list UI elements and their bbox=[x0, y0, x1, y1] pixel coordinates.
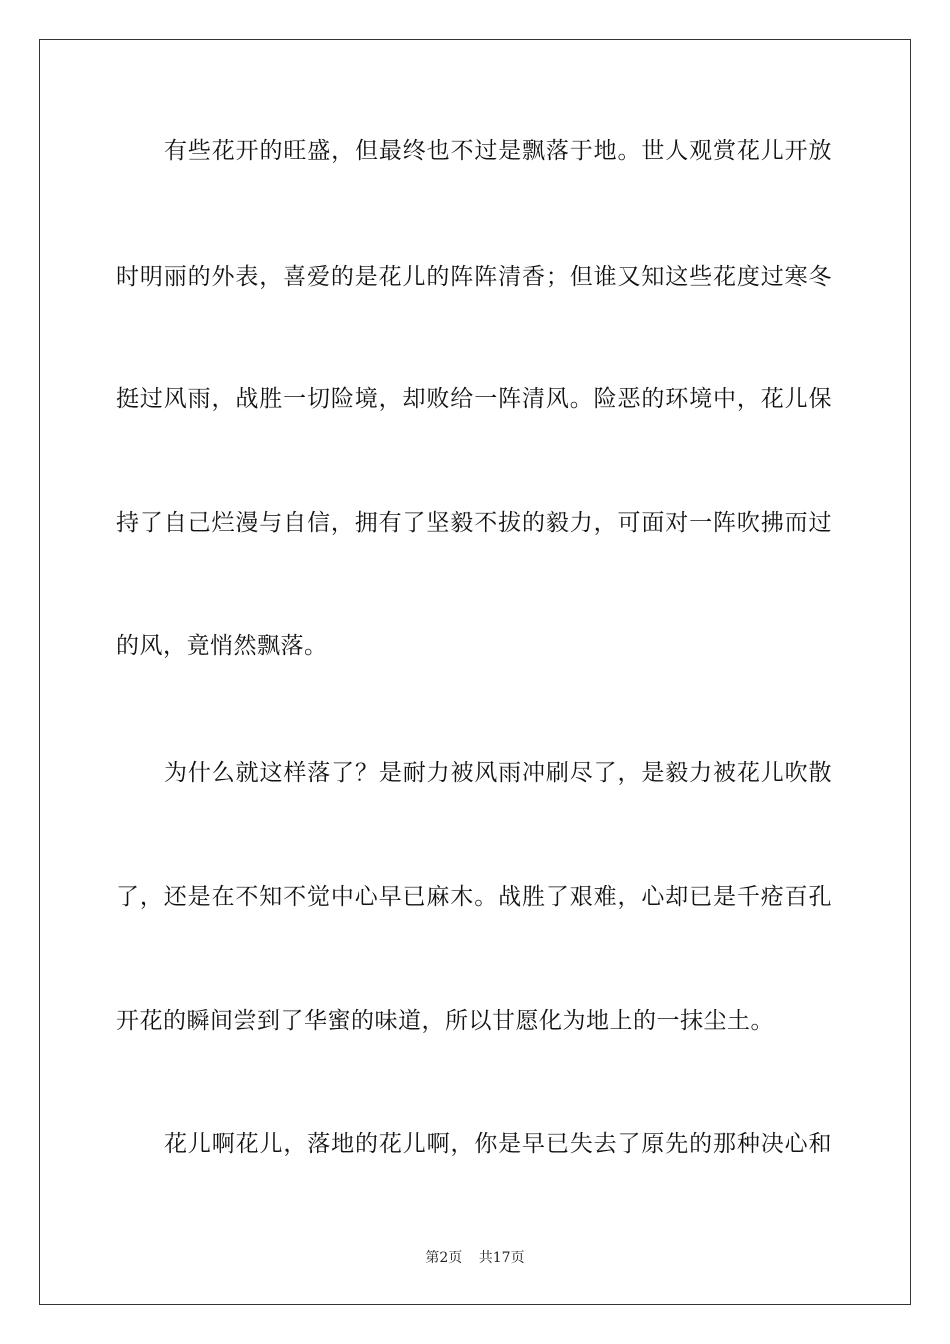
paragraph-line: 的风，竟悄然飘落。 bbox=[116, 633, 328, 659]
page-number: 第2页 bbox=[425, 1250, 463, 1266]
paragraph-line: 挺过风雨，战胜一切险境，却败给一阵清风。险恶的环境中，花儿保 bbox=[116, 386, 832, 412]
page-border bbox=[39, 39, 911, 1305]
page-total: 共17页 bbox=[478, 1250, 525, 1266]
page-footer bbox=[0, 1247, 950, 1267]
paragraph-line: 时明丽的外表，喜爱的是花儿的阵阵清香；但谁又知这些花度过寒冬 bbox=[116, 264, 832, 290]
paragraph-line: 持了自己烂漫与自信，拥有了坚毅不拔的毅力，可面对一阵吹拂而过 bbox=[116, 510, 832, 536]
paragraph-line: 有些花开的旺盛，但最终也不过是飘落于地。世人观赏花儿开放 bbox=[164, 138, 832, 164]
paragraph-line: 了，还是在不知不觉中心早已麻木。战胜了艰难，心却已是千疮百孔 bbox=[116, 884, 832, 910]
paragraph-line: 为什么就这样落了？是耐力被风雨冲刷尽了，是毅力被花儿吹散 bbox=[164, 760, 832, 786]
paragraph-line: 开花的瞬间尝到了华蜜的味道，所以甘愿化为地上的一抹尘土。 bbox=[116, 1008, 774, 1034]
paragraph-line: 花儿啊花儿，落地的花儿啊，你是早已失去了原先的那种决心和 bbox=[164, 1131, 832, 1157]
